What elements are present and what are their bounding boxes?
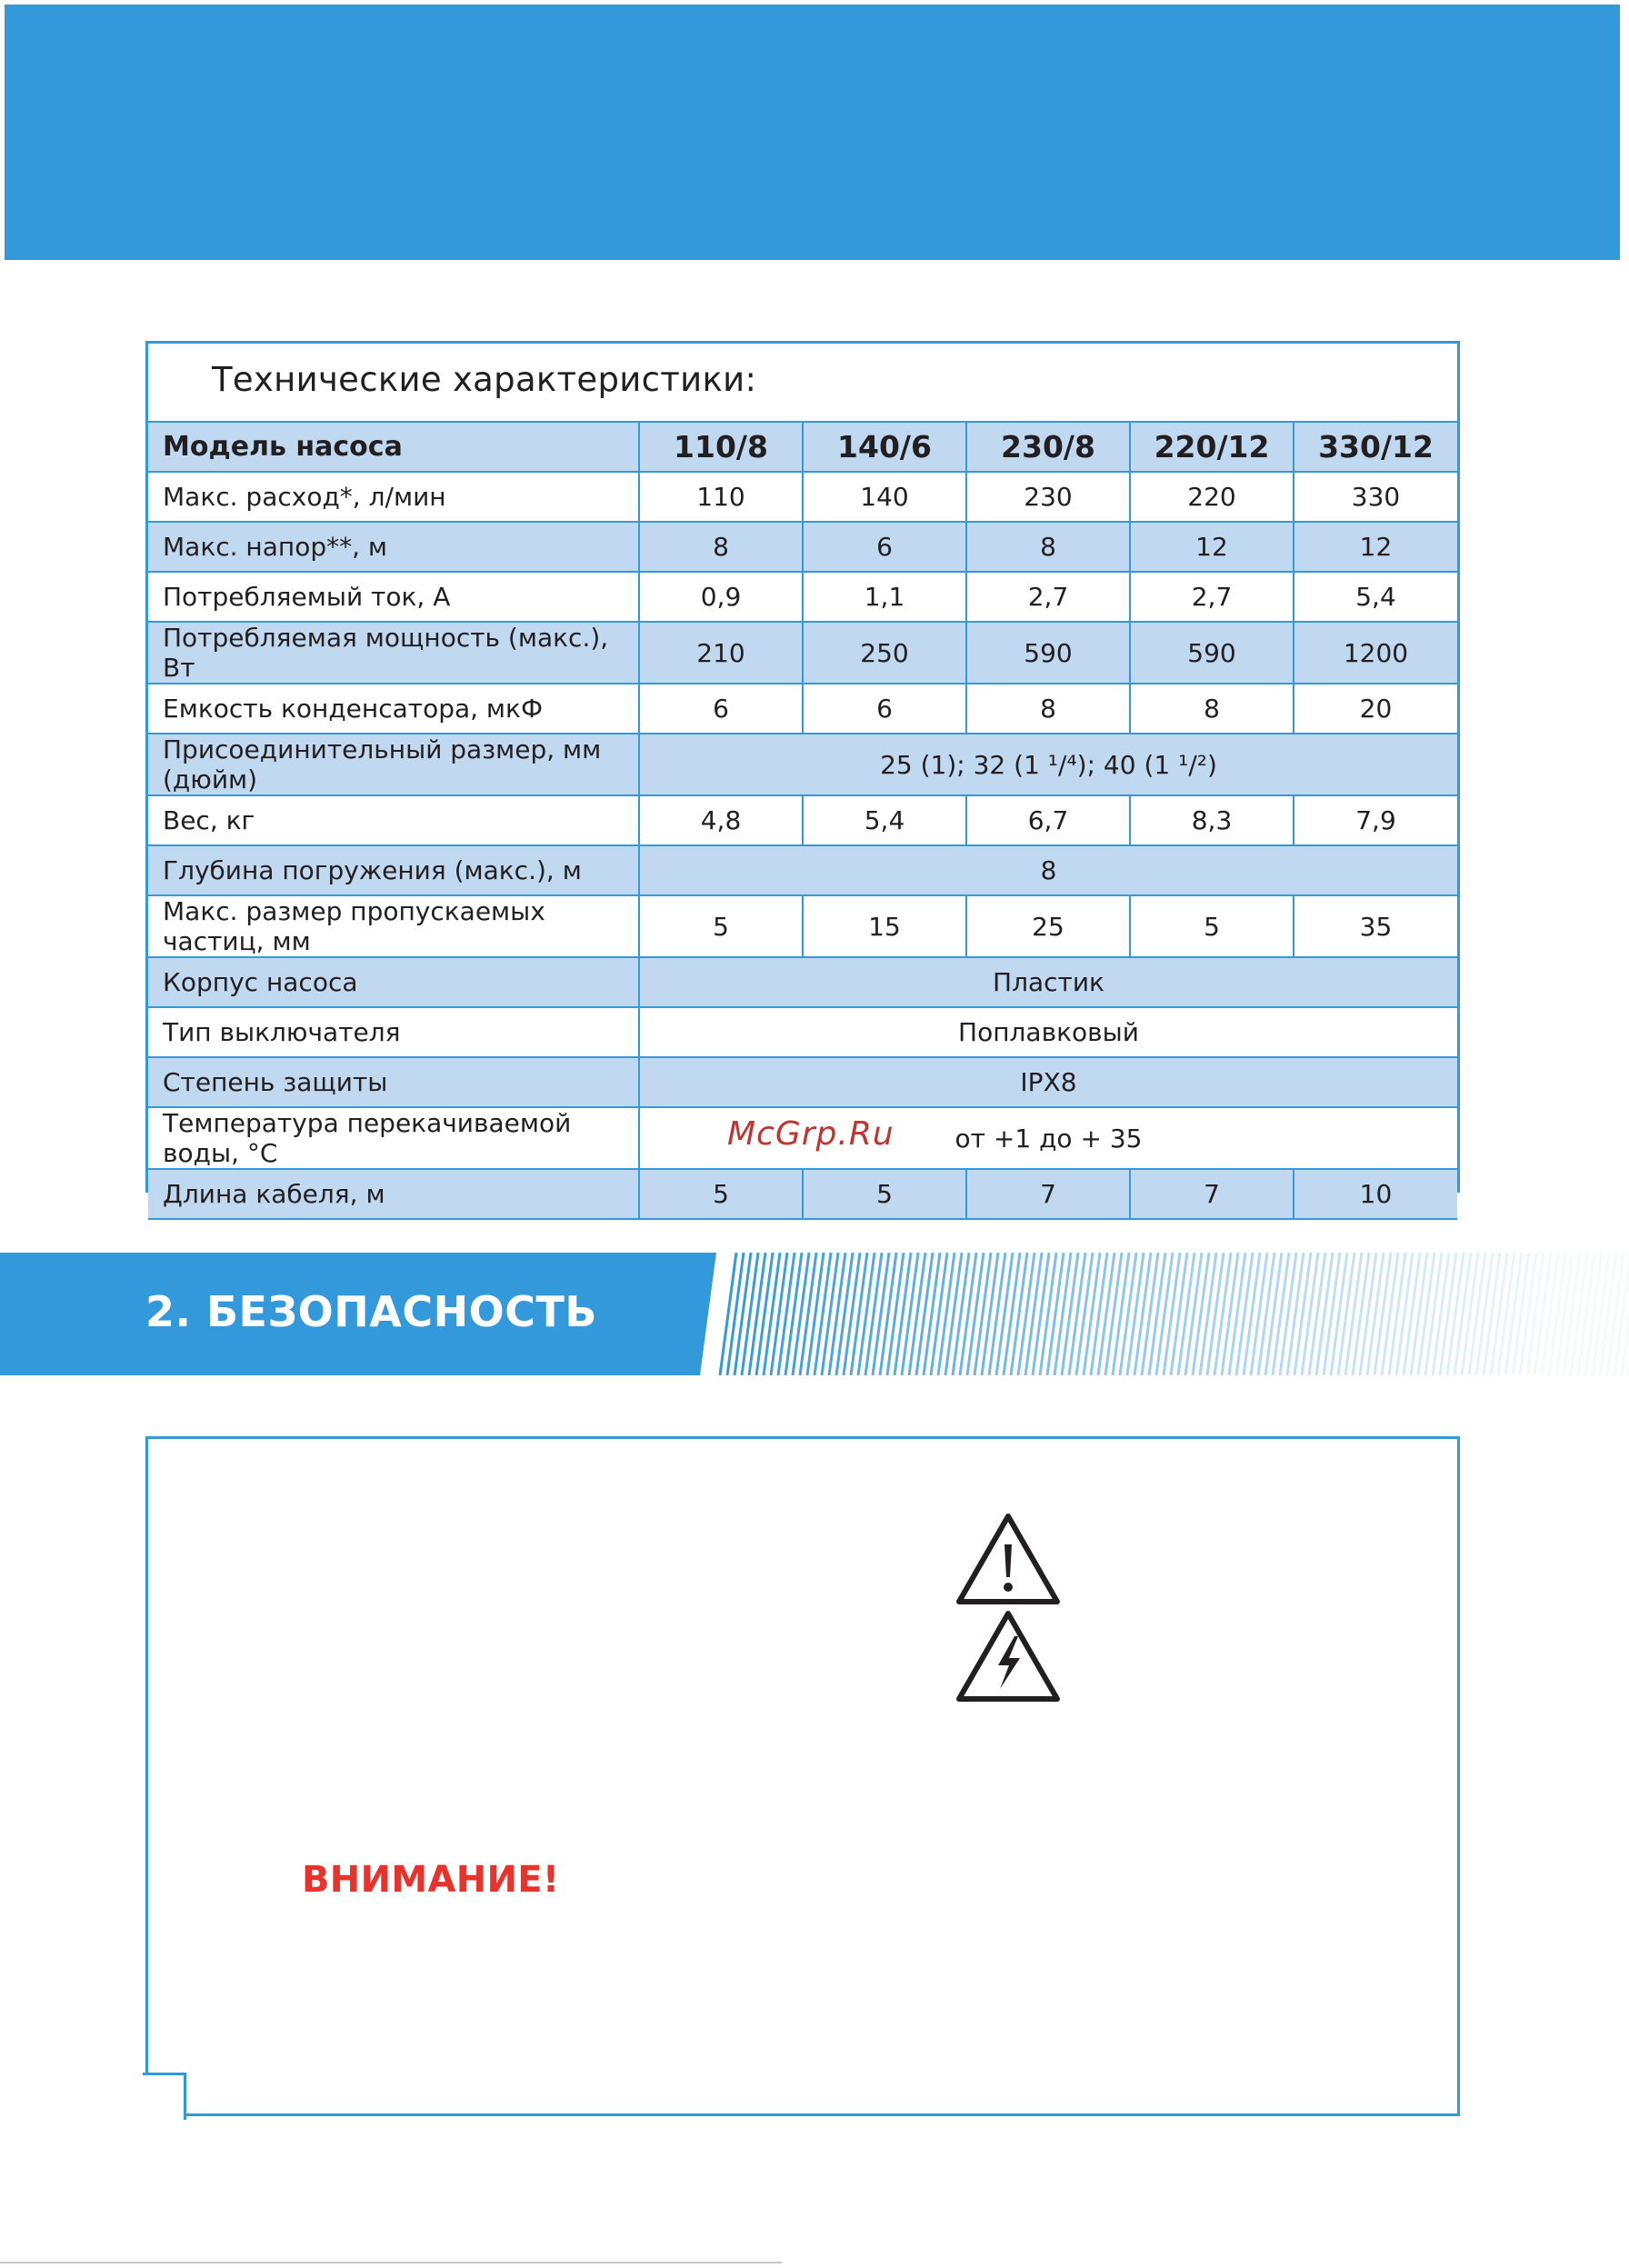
table-row [148, 522, 1457, 572]
value-cell: 6 [639, 684, 803, 734]
value-cell: 20 [1294, 684, 1457, 734]
row-label-cell: Емкость конденсатора, мкФ [148, 684, 639, 734]
row-label-cell: Макс. расход*, л/мин [148, 472, 639, 522]
merged-value-cell: 8 [639, 845, 1457, 895]
table-row [148, 957, 1457, 1007]
value-cell: 15 [803, 895, 966, 957]
safety-box [145, 1436, 1460, 2116]
row-label-cell: Макс. размер пропускаемых частиц, мм [148, 895, 639, 957]
merged-value-cell: 25 (1); 32 (1 ¹/⁴); 40 (1 ¹/²) [639, 734, 1457, 795]
value-cell: 2,7 [966, 572, 1130, 622]
value-cell: 12 [1294, 522, 1457, 572]
section-header-band [0, 1253, 1629, 1375]
value-cell: 110 [639, 472, 803, 522]
bottom-rule [0, 2262, 782, 2263]
value-cell: 1,1 [803, 572, 966, 622]
table-row [148, 1007, 1457, 1057]
watermark: McGrp.Ru [727, 1115, 894, 1153]
table-row [148, 795, 1457, 845]
value-cell: 10 [1294, 1169, 1457, 1219]
value-cell: 6 [803, 522, 966, 572]
value-cell: 230 [966, 472, 1130, 522]
value-cell: 5,4 [1294, 572, 1457, 622]
value-cell: 1200 [1294, 622, 1457, 684]
value-cell: 590 [1130, 622, 1294, 684]
header-model-cell: 230/8 [966, 422, 1130, 472]
table-row [148, 845, 1457, 895]
value-cell: 6,7 [966, 795, 1130, 845]
top-banner [5, 5, 1620, 260]
merged-value-cell: IPX8 [639, 1057, 1457, 1107]
row-label-cell: Длина кабеля, м [148, 1169, 639, 1219]
table-row [148, 734, 1457, 795]
value-cell: 8 [966, 684, 1130, 734]
value-cell: 2,7 [1130, 572, 1294, 622]
merged-value-cell: Поплавковый [639, 1007, 1457, 1057]
value-cell: 4,8 [639, 795, 803, 845]
value-cell: 0,9 [639, 572, 803, 622]
value-cell: 210 [639, 622, 803, 684]
value-cell: 330 [1294, 472, 1457, 522]
value-cell: 8 [1130, 684, 1294, 734]
value-cell: 590 [966, 622, 1130, 684]
section-title: 2. БЕЗОПАСНОСТЬ [145, 1287, 597, 1336]
value-cell: 5 [1130, 895, 1294, 957]
table-row [148, 472, 1457, 522]
header-label-cell: Модель насоса [148, 422, 639, 472]
row-label-cell: Присоединительный размер, мм (дюйм) [148, 734, 639, 795]
row-label-cell: Макс. напор**, м [148, 522, 639, 572]
value-cell: 8,3 [1130, 795, 1294, 845]
value-cell: 220 [1130, 472, 1294, 522]
table-row [148, 622, 1457, 684]
value-cell: 250 [803, 622, 966, 684]
value-cell: 7 [1130, 1169, 1294, 1219]
value-cell: 5,4 [803, 795, 966, 845]
specifications-table [148, 421, 1457, 1220]
header-model-cell: 140/6 [803, 422, 966, 472]
value-cell: 7,9 [1294, 795, 1457, 845]
row-label-cell: Степень защиты [148, 1057, 639, 1107]
table-row [148, 684, 1457, 734]
merged-value-cell: от +1 до + 35 [639, 1107, 1457, 1169]
value-cell: 5 [803, 1169, 966, 1219]
value-cell: 25 [966, 895, 1130, 957]
row-label-cell: Потребляемая мощность (макс.), Вт [148, 622, 639, 684]
table-header-row [148, 422, 1457, 472]
row-label-cell: Корпус насоса [148, 957, 639, 1007]
attention-label: ВНИМАНИЕ! [302, 1859, 560, 1901]
electric-shock-warning-icon [954, 1609, 1062, 1703]
value-cell: 35 [1294, 895, 1457, 957]
table-row [148, 572, 1457, 622]
value-cell: 7 [966, 1169, 1130, 1219]
value-cell: 12 [1130, 522, 1294, 572]
table-row [148, 895, 1457, 957]
row-label-cell: Температура перекачиваемой воды, °С [148, 1107, 639, 1169]
decorative-stripes [700, 1253, 1629, 1375]
header-model-cell: 330/12 [1294, 422, 1457, 472]
general-warning-icon [954, 1512, 1062, 1606]
merged-value-cell: Пластик [639, 957, 1457, 1007]
specifications-box [145, 341, 1460, 1209]
row-label-cell: Тип выключателя [148, 1007, 639, 1057]
value-cell: 6 [803, 684, 966, 734]
row-label-cell: Потребляемый ток, А [148, 572, 639, 622]
safety-box-corner-notch [143, 2073, 186, 2120]
value-cell: 5 [639, 1169, 803, 1219]
header-model-cell: 110/8 [639, 422, 803, 472]
value-cell: 8 [966, 522, 1130, 572]
value-cell: 140 [803, 472, 966, 522]
row-label-cell: Вес, кг [148, 795, 639, 845]
header-model-cell: 220/12 [1130, 422, 1294, 472]
value-cell: 5 [639, 895, 803, 957]
row-label-cell: Глубина погружения (макс.), м [148, 845, 639, 895]
value-cell: 8 [639, 522, 803, 572]
table-row [148, 1169, 1457, 1219]
table-row [148, 1057, 1457, 1107]
specifications-title: Технические характеристики: [212, 360, 757, 399]
